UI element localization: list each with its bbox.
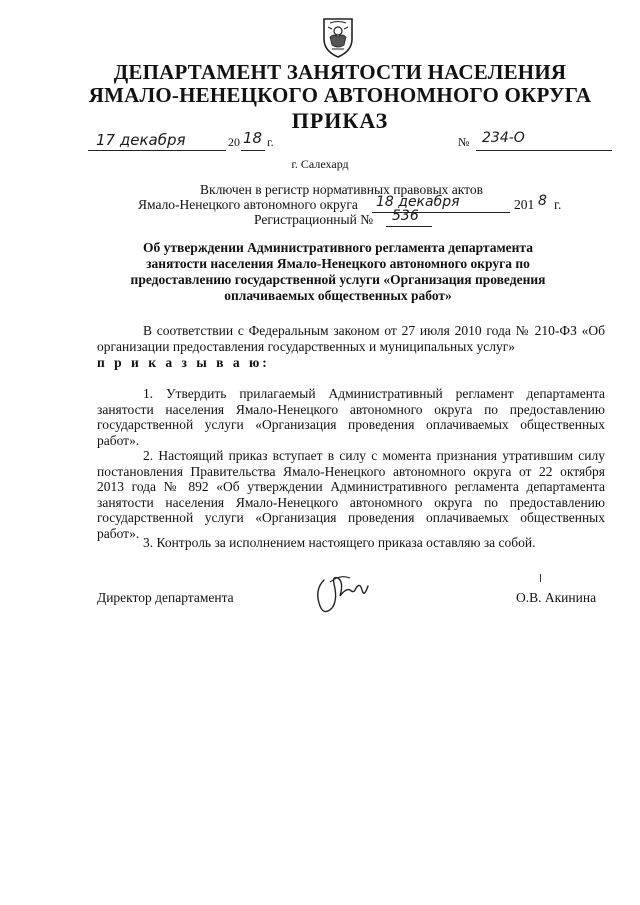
order-word: п р и к а з ы в а ю:: [97, 355, 270, 370]
document-type: ПРИКАЗ: [291, 108, 389, 133]
order-number: 234-О: [482, 130, 525, 146]
item-3: 3. Контроль за исполнением настоящего приказа оставляю за собой.: [143, 535, 536, 550]
item-2: 2. Настоящий приказ вступает в силу с момента признания утратившим силу постановления Правительства Ямало-Ненецкого автономного округа от 22 октября 2013 года № 892 «Об утверждении Административного регламента департамента занятости населения Ямало-Ненецкого автономного округа по предоставлению государственной услуги «Организация проведения оплачиваемых общественных работ».: [97, 448, 605, 541]
year-suffix: г.: [267, 135, 274, 149]
signatory-name: О.В. Акинина: [516, 590, 597, 605]
year-prefix: 20: [228, 135, 240, 149]
document-title: Об утверждении Административного регламента департамента занятости населения Ямало-Ненецкого автономного округа по предоставлению государственной услуги «Организация проведения оплачиваемых общественных работ»: [130, 240, 546, 303]
registration-year-prefix: 201: [514, 197, 535, 212]
year-underline: [241, 150, 265, 151]
date-underline: [88, 150, 226, 151]
department-name-line1: ДЕПАРТАМЕНТ ЗАНЯТОСТИ НАСЕЛЕНИЯ: [113, 60, 567, 84]
registration-number-underline: [386, 226, 432, 227]
registration-line3: Регистрационный №: [254, 212, 374, 227]
registration-line2: [138, 197, 358, 213]
registration-number: 536: [392, 208, 419, 224]
department-name-line2: ЯМАЛО-НЕНЕЦКОГО АВТОНОМНОГО ОКРУГА: [88, 83, 592, 107]
registration-region: Ямало-Ненецкого автономного округа: [138, 197, 358, 212]
order-year: 18: [243, 129, 263, 147]
coat-of-arms-icon: [316, 15, 360, 59]
city: г. Салехард: [291, 157, 349, 171]
item-1: 1. Утвердить прилагаемый Административный регламент департамента занятости населения Ямало-Ненецкого автономного округа по предоставлению государственной услуги «Организация проведения оплачиваемых общественных работ».: [97, 386, 605, 448]
preamble: [97, 323, 605, 354]
preamble-text: В соответствии с Федеральным законом от 27 июля 2010 года № 210-ФЗ «Об организации предоставления государственных и муниципальных услуг»: [97, 323, 605, 354]
registration-line1: Включен в регистр нормативных правовых актов: [200, 182, 484, 197]
handwritten-signature-icon: [310, 570, 376, 620]
number-label: №: [458, 135, 470, 149]
tick-mark: [540, 574, 544, 582]
registration-year-suffix: г.: [554, 197, 562, 212]
registration-year: 8: [538, 193, 547, 209]
signatory-position: Директор департамента: [97, 590, 234, 605]
number-underline: [476, 150, 612, 151]
order-date: 17 декабря: [96, 131, 186, 149]
registration-date: 18 декабря: [376, 194, 460, 210]
